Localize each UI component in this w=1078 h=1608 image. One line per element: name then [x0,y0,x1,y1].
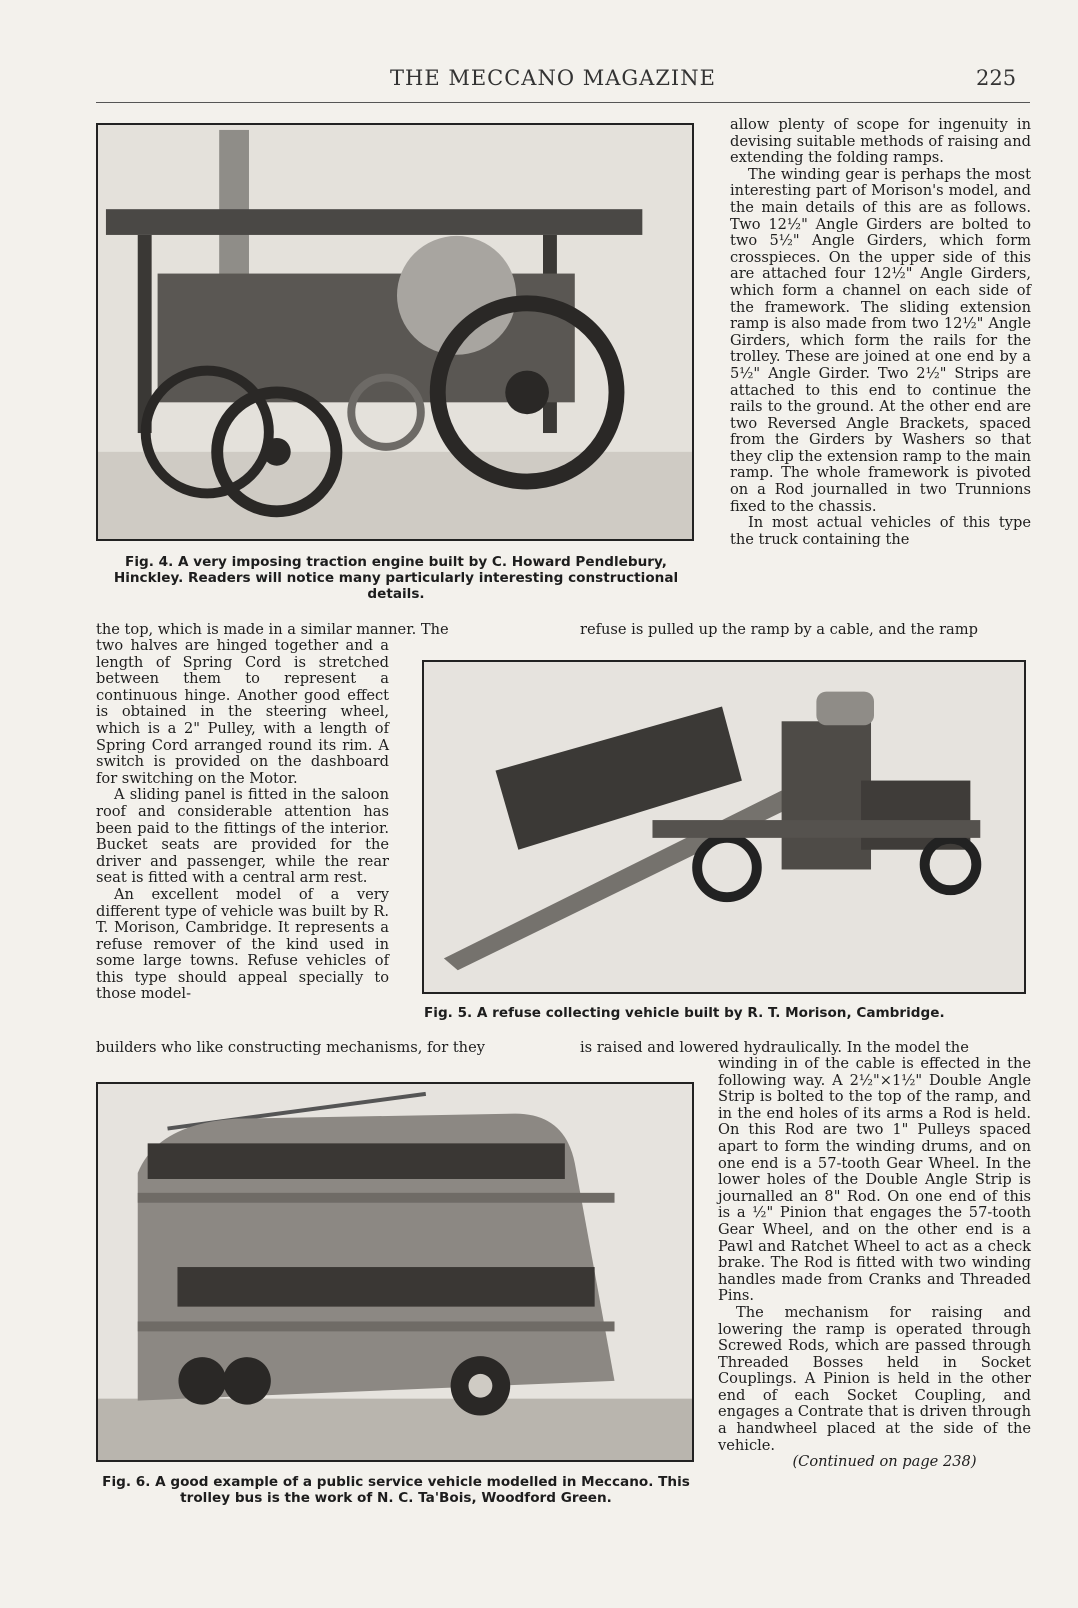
text-line: is raised and lowered hydraulically. In the model the [580,1039,969,1056]
paragraph: In most actual vehicles of this type the truck containing the [730,514,1031,548]
text-line: the top, which is made in a similar manner. The [96,621,449,638]
left-column [96,638,389,1003]
page-number: 225 [976,66,1017,90]
running-title: THE MECCANO MAGAZINE [390,66,716,90]
fig6-caption: Fig. 6. A good example of a public service vehicle modelled in Meccano. This trolley bus is the work of N. C. Ta'Bois, Woodford Green. [102,1474,690,1506]
paragraph: two halves are hinged together and a length of Spring Cord is stretched between them to represent a continuous hinge. Another good effect is obtained in the steering wheel, which is a 2" Pulley, with a length of Spring Cord arranged round its rim. A switch is provided on the dashboard for switching on the Motor. [96,637,389,787]
header-rule [96,102,1030,103]
continued-note: (Continued on page 238) [792,1453,977,1471]
traction-engine-illustration [98,125,692,539]
paragraph: allow plenty of scope for ingenuity in devising suitable methods of raising and extending the folding ramps. [730,116,1031,167]
refuse-vehicle-photo [422,660,1026,994]
paragraph: The winding gear is perhaps the most interesting part of Morison's model, and the main details of this are as follows. Two 12½" Angle Girders are bolted to two 5½" Angle Girders, which form crosspieces. On the upper side of this are attached four 12½" Angle Girders, which form a channel on each side of the framework. The sliding extension ramp is also made from two 12½" Angle Girders, which form the rails for the trolley. These are joined at one end by a 5½" Angle Girder. Two 2½" Strips are attached to this end to continue the rails to the ground. At the other end are two Reversed Angle Brackets, spaced from the Girders by Washers so that they clip the extension ramp to the main ramp. The whole framework is pivoted on a Rod journalled in two Trunnions fixed to the chassis. [730,165,1031,515]
refuse-vehicle-illustration [424,662,1024,992]
paragraph: The mechanism for raising and lowering the ramp is operated through Screwed Rods, which are passed through Threaded Bosses held in Socket Couplings. A Pinion is held in the other end of each Socket Coupling, and engages a Contrate that is driven through a handwheel placed at the side of the vehicle. [718,1303,1031,1454]
right-column-bottom [718,1056,1031,1471]
paragraph: winding in of the cable is effected in the following way. A 2½"×1½" Double Angle Strip is bolted to the top of the ramp, and in the end holes of its arms a Rod is held. On this Rod are two 1" Pulleys spaced apart to form the winding drums, and on one end is a 57-tooth Gear Wheel. In the lower holes of the Double Angle Strip is journalled an 8" Rod. On one end of this is a ½" Pinion that engages the 57-tooth Gear Wheel, and on the other end is a Pawl and Ratchet Wheel to act as a check brake. The Rod is fitted with two winding handles made from Cranks and Threaded Pins. [718,1055,1031,1305]
text-line: builders who like constructing mechanisms, for they [96,1039,485,1056]
trolley-bus-illustration [98,1084,692,1460]
paragraph: An excellent model of a very different type of vehicle was built by R. T. Morison, Cambridge. It represents a refuse remover of the kind used in some large towns. Refuse vehicles of this type should appeal specially to those model- [96,885,389,1003]
fig4-caption: Fig. 4. A very imposing traction engine built by C. Howard Pendlebury, Hinckley. Readers will notice many particularly interesting constructional details. [113,554,679,602]
trolley-bus-photo [96,1082,694,1462]
fig5-caption: Fig. 5. A refuse collecting vehicle built by R. T. Morison, Cambridge. [424,1005,945,1021]
paragraph: A sliding panel is fitted in the saloon roof and considerable attention has been paid to the fittings of the interior. Bucket seats are provided for the driver and passenger, while the rear seat is fitted with a central arm rest. [96,786,389,887]
text-line: refuse is pulled up the ramp by a cable, and the ramp [580,621,978,638]
traction-engine-photo [96,123,694,541]
right-column-top [730,117,1031,548]
